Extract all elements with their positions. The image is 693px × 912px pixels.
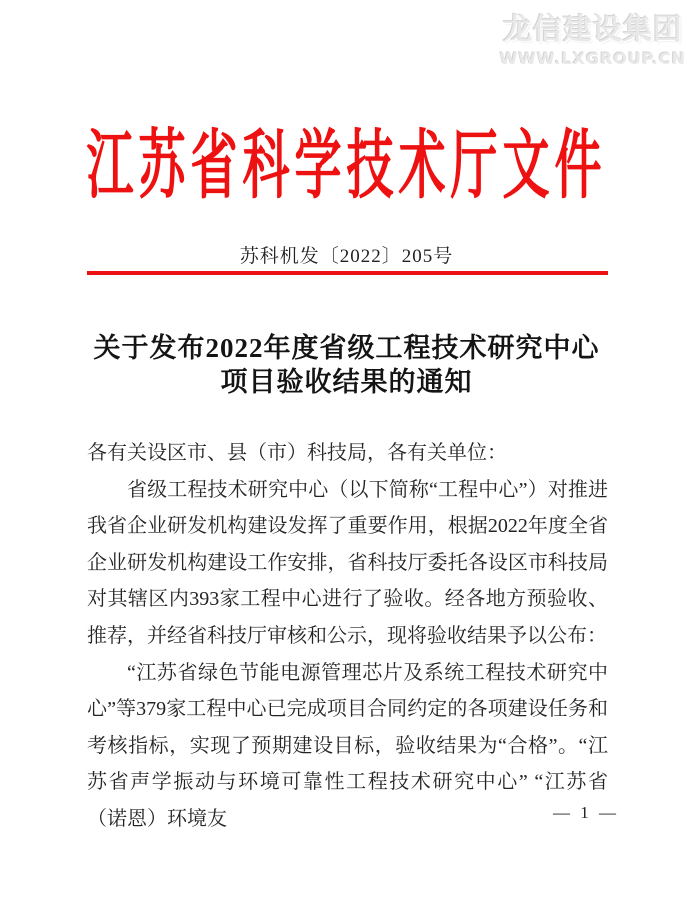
notice-title-line1: 关于发布2022年度省级工程技术研究中心 bbox=[93, 333, 600, 363]
watermark-website: WWW.LXGROUP.CN bbox=[499, 49, 686, 68]
watermark-company-name: 龙信建设集团 bbox=[502, 12, 683, 46]
notice-title-line2: 项目验收结果的通知 bbox=[220, 367, 473, 397]
salutation: 各有关设区市、县（市）科技局，各有关单位： bbox=[87, 442, 507, 464]
document-body bbox=[87, 435, 608, 838]
letterhead bbox=[0, 106, 693, 209]
document-reference-number: 苏科机发〔2022〕205号 bbox=[239, 246, 454, 267]
letterhead-divider-line bbox=[87, 271, 608, 275]
page-number: — 1 — bbox=[553, 803, 619, 822]
watermark bbox=[500, 7, 686, 68]
agency-letterhead-title: 江苏省科学技术厅文件 bbox=[86, 125, 607, 209]
notice-title bbox=[0, 331, 693, 399]
body-paragraph: 省级工程技术研究中心（以下简称“工程中心”）对推进我省企业研发机构建设发挥了重要作用，根据2022年度全省企业研发机构建设工作安排，省科技厅委托各设区市科技局对其辖区内393家工程中心进行了验收。经各地方预验收、推荐，并经省科技厅审核和公示，现将验收结果予以公布： bbox=[87, 478, 608, 647]
body-paragraph: “江苏省绿色节能电源管理芯片及系统工程技术研究中心”等379家工程中心已完成项目合同约定的各项建设任务和考核指标，实现了预期建设目标，验收结果为“合格”。“江苏省声学振动与环境可靠性工程技术研究中心” “江苏省（诺恩）环境友 bbox=[87, 661, 608, 830]
